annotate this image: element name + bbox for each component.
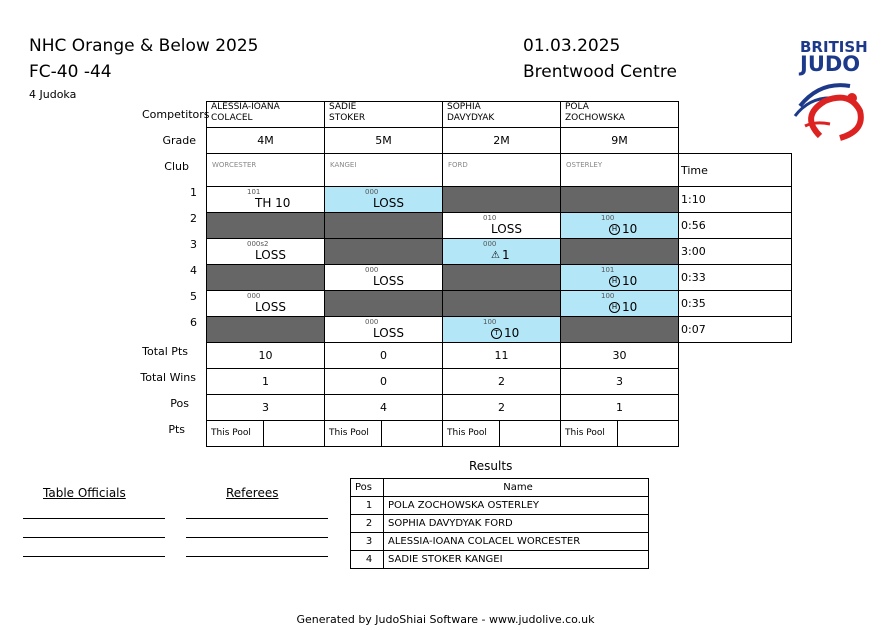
judoka-count: 4 Judoka bbox=[29, 88, 77, 101]
pos-row bbox=[207, 395, 792, 421]
match-score: 000 bbox=[483, 240, 497, 248]
match-cell bbox=[443, 187, 561, 213]
label-match-1: 1 bbox=[190, 186, 197, 199]
match-result: H 10 bbox=[609, 222, 637, 236]
results-table bbox=[350, 478, 649, 569]
match-row bbox=[207, 317, 792, 343]
pos-cell: 2 bbox=[443, 395, 561, 421]
total-wins-cell: 0 bbox=[325, 369, 443, 395]
match-time: 0:56 bbox=[679, 213, 792, 239]
match-cell bbox=[325, 317, 443, 343]
match-row bbox=[207, 239, 792, 265]
results-pos: 2 bbox=[351, 515, 384, 533]
pos-cell: 4 bbox=[325, 395, 443, 421]
match-row bbox=[207, 187, 792, 213]
total-wins-row bbox=[207, 369, 792, 395]
grade-cell: 5M bbox=[325, 128, 443, 154]
total-pts-cell: 10 bbox=[207, 343, 325, 369]
match-score: 000s2 bbox=[247, 240, 269, 248]
grade-cell: 2M bbox=[443, 128, 561, 154]
footer-text: Generated by JudoShiai Software - www.judolive.co.uk bbox=[296, 613, 595, 626]
results-pos: 4 bbox=[351, 551, 384, 569]
signature-line bbox=[186, 556, 328, 557]
match-row bbox=[207, 213, 792, 239]
signature-line bbox=[186, 518, 328, 519]
match-result: LOSS bbox=[373, 326, 404, 340]
label-club: Club bbox=[164, 160, 189, 173]
grade-cell: 4M bbox=[207, 128, 325, 154]
results-pos: 1 bbox=[351, 497, 384, 515]
match-time: 1:10 bbox=[679, 187, 792, 213]
match-result: T 10 bbox=[491, 326, 519, 340]
label-pos: Pos bbox=[170, 397, 189, 410]
british-judo-logo: BRITISH JUDO bbox=[790, 38, 880, 148]
match-result: LOSS bbox=[373, 196, 404, 210]
event-title: NHC Orange & Below 2025 bbox=[29, 36, 259, 56]
match-score: 101 bbox=[247, 188, 261, 196]
match-cell bbox=[561, 187, 679, 213]
pts-cell: This Pool bbox=[561, 421, 679, 447]
label-match-2: 2 bbox=[190, 212, 197, 225]
results-row bbox=[351, 515, 649, 533]
match-cell bbox=[561, 317, 679, 343]
pts-row bbox=[207, 421, 792, 447]
label-match-5: 5 bbox=[190, 290, 197, 303]
total-pts-cell: 11 bbox=[443, 343, 561, 369]
match-cell bbox=[443, 265, 561, 291]
results-row bbox=[351, 497, 649, 515]
match-time: 0:33 bbox=[679, 265, 792, 291]
results-pos: 3 bbox=[351, 533, 384, 551]
pool-table bbox=[206, 101, 792, 447]
label-pts: Pts bbox=[168, 423, 185, 436]
results-name: SOPHIA DAVYDYAK FORD bbox=[384, 515, 649, 533]
competitor-name: ALESSIA-IOANA COLACEL bbox=[207, 102, 325, 128]
judo-figure-icon bbox=[790, 76, 875, 144]
competitor-name: SOPHIA DAVYDYAK bbox=[443, 102, 561, 128]
table-officials-label: Table Officials bbox=[43, 486, 126, 500]
match-result: LOSS bbox=[491, 222, 522, 236]
match-result: LOSS bbox=[373, 274, 404, 288]
match-score: 000 bbox=[365, 318, 379, 326]
results-row bbox=[351, 533, 649, 551]
signature-line bbox=[186, 537, 328, 538]
total-wins-cell: 3 bbox=[561, 369, 679, 395]
event-date: 01.03.2025 bbox=[523, 36, 621, 56]
match-cell bbox=[325, 291, 443, 317]
grade-cell: 9M bbox=[561, 128, 679, 154]
match-row bbox=[207, 291, 792, 317]
club-cell: WORCESTER bbox=[207, 154, 325, 187]
competitors-row bbox=[207, 102, 792, 128]
results-title: Results bbox=[469, 459, 513, 473]
total-wins-cell: 2 bbox=[443, 369, 561, 395]
signature-line bbox=[23, 556, 165, 557]
match-cell bbox=[443, 213, 561, 239]
club-cell: OSTERLEY bbox=[561, 154, 679, 187]
pts-cell: This Pool bbox=[443, 421, 561, 447]
score-type-icon: H bbox=[609, 276, 620, 287]
match-cell bbox=[561, 265, 679, 291]
label-match-6: 6 bbox=[190, 316, 197, 329]
match-cell bbox=[207, 317, 325, 343]
match-cell bbox=[561, 239, 679, 265]
warning-icon: ⚠ bbox=[491, 250, 500, 261]
label-grade: Grade bbox=[162, 134, 196, 147]
results-name: ALESSIA-IOANA COLACEL WORCESTER bbox=[384, 533, 649, 551]
score-type-icon: H bbox=[609, 224, 620, 235]
match-result: LOSS bbox=[255, 300, 286, 314]
pts-cell: This Pool bbox=[207, 421, 325, 447]
match-score: 100 bbox=[483, 318, 497, 326]
category-title: FC-40 -44 bbox=[29, 62, 112, 82]
match-cell bbox=[561, 291, 679, 317]
results-row bbox=[351, 551, 649, 569]
match-result: H 10 bbox=[609, 300, 637, 314]
total-pts-cell: 0 bbox=[325, 343, 443, 369]
time-header: Time bbox=[679, 154, 792, 187]
label-match-4: 4 bbox=[190, 264, 197, 277]
pts-cell: This Pool bbox=[325, 421, 443, 447]
match-result: TH 10 bbox=[255, 196, 291, 210]
match-cell bbox=[207, 291, 325, 317]
total-wins-cell: 1 bbox=[207, 369, 325, 395]
competitor-name: SADIE STOKER bbox=[325, 102, 443, 128]
total-pts-row bbox=[207, 343, 792, 369]
pos-cell: 3 bbox=[207, 395, 325, 421]
label-total-wins: Total Wins bbox=[140, 371, 196, 384]
label-total-pts: Total Pts bbox=[142, 345, 188, 358]
results-pos-header: Pos bbox=[351, 479, 384, 497]
match-cell bbox=[443, 317, 561, 343]
match-score: 100 bbox=[601, 292, 615, 300]
match-cell bbox=[325, 213, 443, 239]
signature-line bbox=[23, 537, 165, 538]
match-time: 0:35 bbox=[679, 291, 792, 317]
grade-row bbox=[207, 128, 792, 154]
results-name-header: Name bbox=[384, 479, 649, 497]
match-score: 101 bbox=[601, 266, 615, 274]
event-venue: Brentwood Centre bbox=[523, 62, 677, 82]
results-name: POLA ZOCHOWSKA OSTERLEY bbox=[384, 497, 649, 515]
match-cell bbox=[325, 239, 443, 265]
score-type-icon: T bbox=[491, 328, 502, 339]
match-score: 010 bbox=[483, 214, 497, 222]
match-cell bbox=[207, 265, 325, 291]
match-row bbox=[207, 265, 792, 291]
signature-line bbox=[23, 518, 165, 519]
match-cell bbox=[561, 213, 679, 239]
competitor-name: POLA ZOCHOWSKA bbox=[561, 102, 679, 128]
label-match-3: 3 bbox=[190, 238, 197, 251]
match-cell bbox=[325, 187, 443, 213]
match-time: 3:00 bbox=[679, 239, 792, 265]
label-competitors: Competitors bbox=[142, 108, 210, 121]
match-result: LOSS bbox=[255, 248, 286, 262]
match-score: 000 bbox=[365, 188, 379, 196]
match-score: 000 bbox=[365, 266, 379, 274]
club-cell: FORD bbox=[443, 154, 561, 187]
pos-cell: 1 bbox=[561, 395, 679, 421]
match-score: 100 bbox=[601, 214, 615, 222]
results-name: SADIE STOKER KANGEI bbox=[384, 551, 649, 569]
match-result: H 10 bbox=[609, 274, 637, 288]
match-score: 000 bbox=[247, 292, 261, 300]
total-pts-cell: 30 bbox=[561, 343, 679, 369]
match-cell bbox=[325, 265, 443, 291]
match-cell bbox=[207, 187, 325, 213]
score-type-icon: H bbox=[609, 302, 620, 313]
match-cell bbox=[443, 291, 561, 317]
match-result: ⚠ 1 bbox=[491, 248, 510, 262]
club-cell: KANGEI bbox=[325, 154, 443, 187]
club-row bbox=[207, 154, 792, 187]
match-cell bbox=[207, 213, 325, 239]
match-cell bbox=[207, 239, 325, 265]
match-cell bbox=[443, 239, 561, 265]
referees-label: Referees bbox=[226, 486, 279, 500]
match-time: 0:07 bbox=[679, 317, 792, 343]
